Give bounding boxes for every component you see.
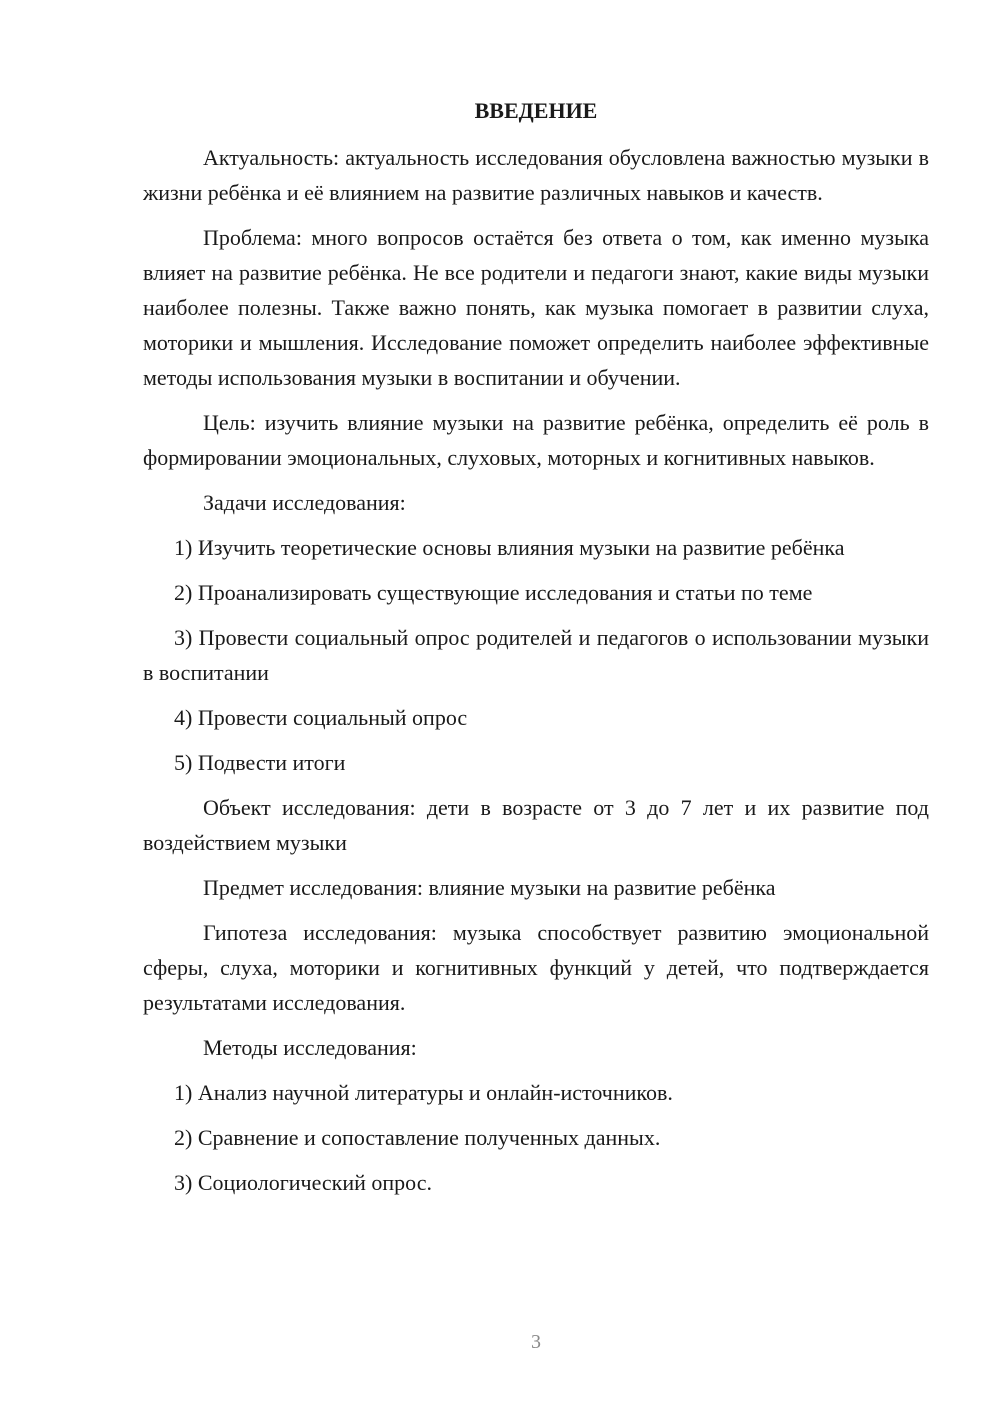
method-item-1: 1) Анализ научной литературы и онлайн-источников. (174, 1080, 673, 1105)
goal-paragraph: Цель: изучить влияние музыки на развитие ребёнка, определить её роль в формировании эмоциональных, слуховых, моторных и когнитивных навыков. (143, 410, 929, 470)
page-number: 3 (531, 1331, 541, 1353)
problem-paragraph: Проблема: много вопросов остаётся без ответа о том, как именно музыка влияет на развитие ребёнка. Не все родители и педагоги знают, какие виды музыки наиболее полезны. Также важно понять, как музыка помогает в развитии слуха, моторики и мышления. Исследование поможет определить наиболее эффективные методы использования музыки в воспитании и обучении. (143, 225, 929, 390)
task-item-4: 4) Провести социальный опрос (174, 705, 468, 730)
hypothesis-paragraph: Гипотеза исследования: музыка способствует развитию эмоциональной сферы, слуха, моторики и когнитивных функций у детей, что подтверждается результатами исследования. (143, 920, 929, 1015)
method-item-3: 3) Социологический опрос. (174, 1170, 432, 1195)
relevance-paragraph: Актуальность: актуальность исследования обусловлена важностью музыки в жизни ребёнка и её влиянием на развитие различных навыков и качеств. (143, 145, 929, 205)
object-paragraph: Объект исследования: дети в возрасте от 3 до 7 лет и их развитие под воздействием музыки (143, 795, 929, 855)
task-item-5: 5) Подвести итоги (174, 750, 346, 775)
task-item-1: 1) Изучить теоретические основы влияния музыки на развитие ребёнка (174, 535, 845, 560)
task-item-2: 2) Проанализировать существующие исследования и статьи по теме (174, 580, 813, 605)
section-heading: ВВЕДЕНИЕ (474, 98, 598, 123)
subject-paragraph: Предмет исследования: влияние музыки на развитие ребёнка (203, 875, 776, 900)
method-item-2: 2) Сравнение и сопоставление полученных данных. (174, 1125, 661, 1150)
methods-heading: Методы исследования: (203, 1035, 417, 1060)
task-item-3: 3) Провести социальный опрос родителей и педагогов о использовании музыки в воспитании (143, 625, 929, 685)
document-page (143, 94, 929, 1210)
tasks-heading: Задачи исследования: (203, 490, 406, 515)
